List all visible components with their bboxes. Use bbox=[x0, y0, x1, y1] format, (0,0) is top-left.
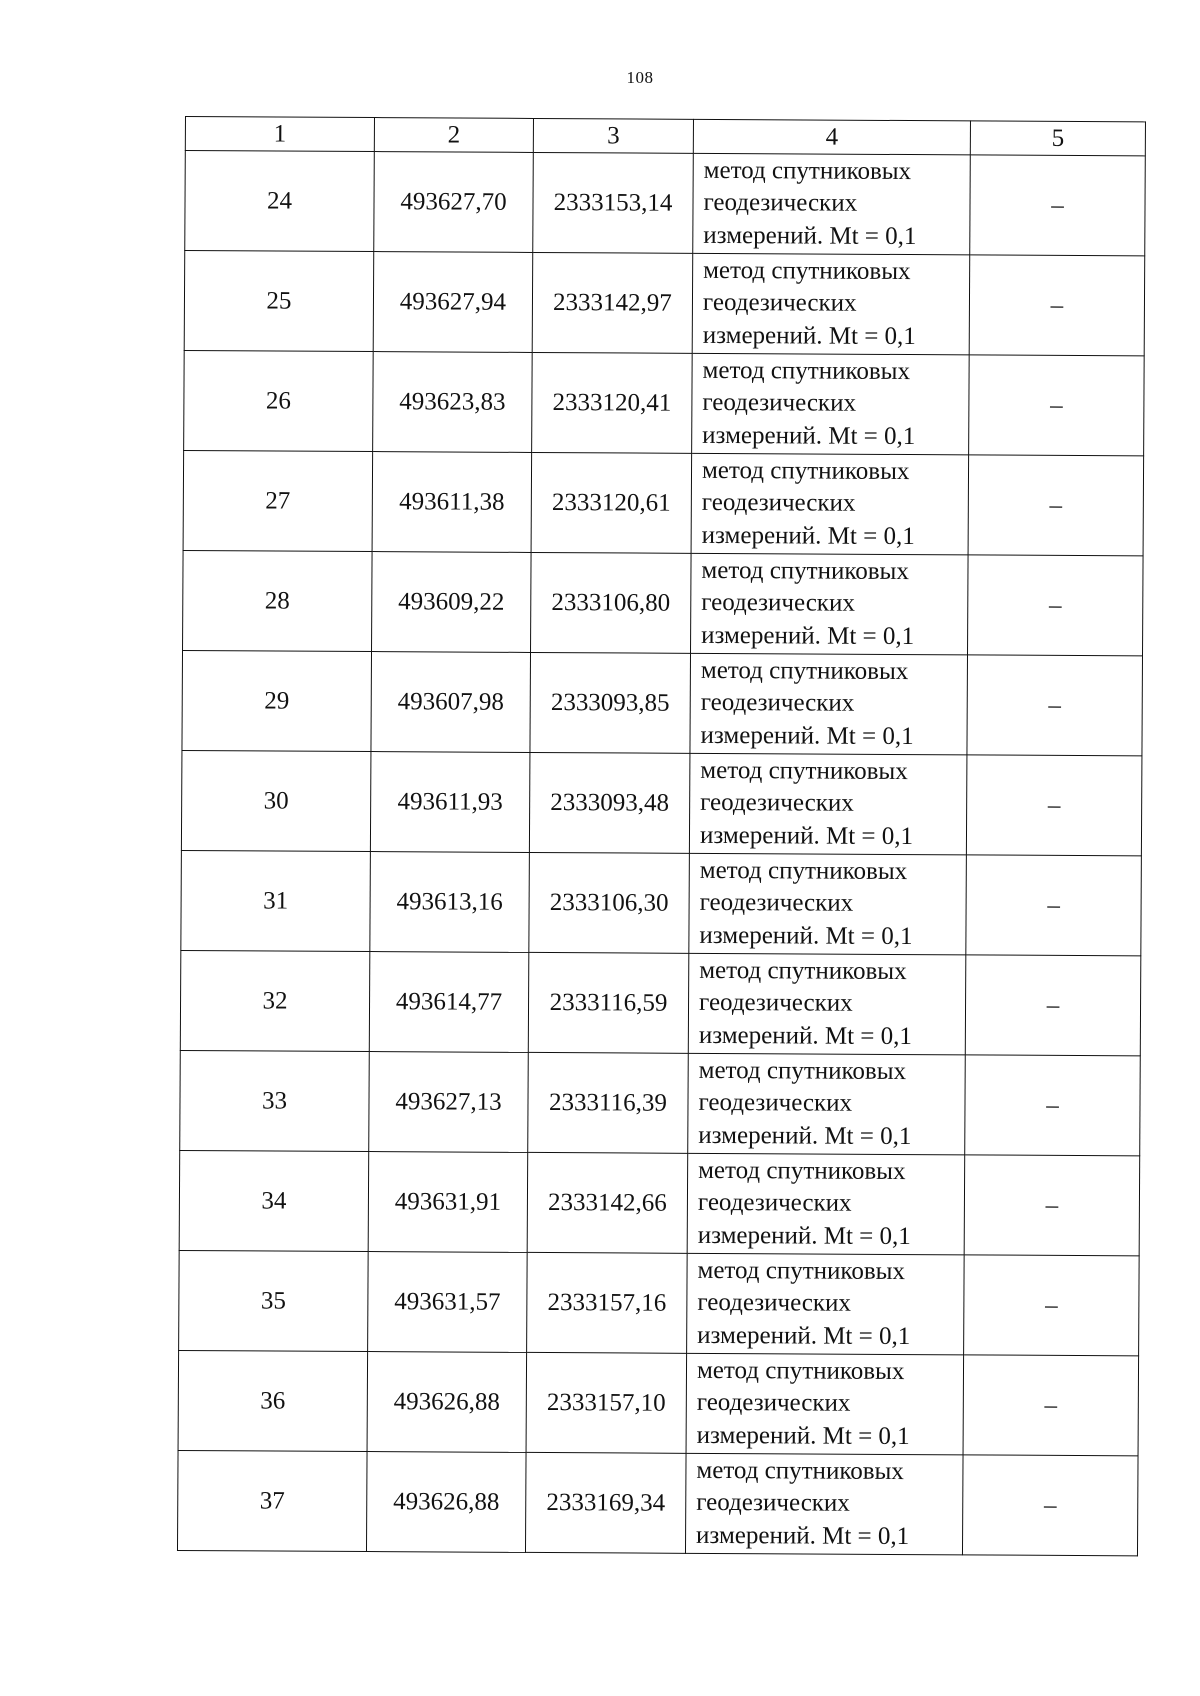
table-header-row bbox=[185, 117, 1145, 156]
y-coordinate-cell: 2333142,66 bbox=[527, 1152, 688, 1253]
note-cell: – bbox=[970, 155, 1146, 256]
note-cell: – bbox=[964, 1255, 1140, 1356]
point-number-cell: 32 bbox=[180, 950, 370, 1051]
y-coordinate-cell: 2333116,39 bbox=[528, 1052, 689, 1153]
point-number-cell: 36 bbox=[178, 1350, 368, 1451]
note-cell: – bbox=[964, 1155, 1140, 1256]
method-cell bbox=[688, 953, 966, 1055]
x-coordinate-cell: 493623,83 bbox=[373, 352, 533, 453]
method-cell bbox=[688, 1053, 966, 1155]
note-cell: – bbox=[968, 455, 1144, 556]
table-row bbox=[178, 1350, 1139, 1455]
method-line: измерений. Mt = 0,1 bbox=[702, 321, 916, 350]
method-line: геодезических bbox=[696, 1489, 850, 1517]
method-line: измерений. Mt = 0,1 bbox=[702, 421, 916, 450]
x-coordinate-cell: 493613,16 bbox=[370, 852, 530, 953]
method-line: геодезических bbox=[698, 989, 853, 1017]
page-number: 108 bbox=[626, 68, 654, 87]
method-cell bbox=[692, 353, 970, 455]
table-row bbox=[180, 1050, 1141, 1155]
point-number-cell: 24 bbox=[185, 151, 375, 252]
method-line: метод спутниковых bbox=[703, 156, 912, 185]
table-body bbox=[177, 151, 1145, 1556]
method-cell bbox=[691, 553, 969, 655]
y-coordinate-cell: 2333093,48 bbox=[529, 752, 690, 853]
method-line: геодезических bbox=[697, 1189, 852, 1217]
table-row bbox=[181, 750, 1142, 855]
y-coordinate-cell: 2333169,34 bbox=[525, 1452, 686, 1553]
y-coordinate-cell: 2333142,97 bbox=[532, 252, 693, 353]
point-number-cell: 29 bbox=[182, 650, 372, 751]
method-cell bbox=[685, 1453, 963, 1555]
method-line: метод спутниковых bbox=[699, 956, 907, 985]
method-line: метод спутниковых bbox=[701, 456, 910, 485]
method-cell bbox=[689, 853, 967, 955]
point-number-cell: 33 bbox=[180, 1050, 370, 1151]
method-line: измерений. Mt = 0,1 bbox=[696, 1521, 910, 1550]
method-line: геодезических bbox=[700, 789, 854, 817]
header-col-2: 2 bbox=[374, 118, 533, 153]
method-line: измерений. Mt = 0,1 bbox=[699, 821, 914, 850]
table-row bbox=[181, 850, 1142, 955]
table-row bbox=[179, 1150, 1140, 1255]
note-cell: – bbox=[962, 1455, 1138, 1556]
method-line: метод спутниковых bbox=[698, 1156, 906, 1185]
header-col-3: 3 bbox=[533, 118, 693, 153]
method-line: геодезических bbox=[702, 389, 857, 418]
x-coordinate-cell: 493631,57 bbox=[368, 1252, 528, 1353]
header-col-1: 1 bbox=[185, 117, 374, 152]
method-line: метод спутниковых bbox=[697, 1256, 906, 1285]
note-cell: – bbox=[967, 655, 1143, 756]
x-coordinate-cell: 493609,22 bbox=[372, 552, 532, 653]
x-coordinate-cell: 493611,93 bbox=[370, 752, 530, 853]
note-cell: – bbox=[969, 255, 1145, 356]
y-coordinate-cell: 2333120,61 bbox=[531, 452, 692, 553]
y-coordinate-cell: 2333116,59 bbox=[528, 952, 689, 1053]
x-coordinate-cell: 493611,38 bbox=[372, 452, 532, 553]
point-number-cell: 28 bbox=[183, 550, 373, 651]
method-line: метод спутниковых bbox=[699, 856, 908, 885]
table-row bbox=[183, 450, 1144, 555]
x-coordinate-cell: 493614,77 bbox=[369, 952, 529, 1053]
method-cell bbox=[687, 1153, 965, 1255]
method-line: геодезических bbox=[698, 1089, 853, 1117]
method-cell bbox=[690, 653, 968, 755]
table-row bbox=[184, 350, 1145, 455]
point-number-cell: 37 bbox=[177, 1450, 367, 1551]
point-number-cell: 34 bbox=[179, 1150, 369, 1251]
y-coordinate-cell: 2333157,16 bbox=[527, 1252, 688, 1353]
method-line: измерений. Mt = 0,1 bbox=[701, 621, 915, 650]
method-line: измерений. Mt = 0,1 bbox=[698, 1121, 912, 1150]
method-line: метод спутниковых bbox=[700, 756, 908, 785]
table-row bbox=[177, 1450, 1138, 1555]
table-row bbox=[182, 650, 1143, 755]
method-cell bbox=[692, 253, 970, 355]
table-row bbox=[184, 251, 1145, 356]
method-line: геодезических bbox=[701, 589, 855, 617]
x-coordinate-cell: 493626,88 bbox=[367, 1352, 527, 1453]
method-line: метод спутниковых bbox=[702, 356, 911, 385]
method-line: измерений. Mt = 0,1 bbox=[703, 221, 917, 250]
note-cell: – bbox=[966, 855, 1142, 956]
header-col-4: 4 bbox=[693, 119, 970, 155]
coordinates-table bbox=[177, 116, 1146, 1556]
method-line: метод спутниковых bbox=[701, 556, 909, 585]
x-coordinate-cell: 493631,91 bbox=[368, 1152, 528, 1253]
x-coordinate-cell: 493626,88 bbox=[366, 1452, 526, 1553]
method-cell bbox=[693, 153, 971, 255]
method-line: измерений. Mt = 0,1 bbox=[696, 1421, 910, 1450]
note-cell: – bbox=[968, 555, 1144, 656]
y-coordinate-cell: 2333106,80 bbox=[531, 552, 692, 653]
method-line: геодезических bbox=[700, 689, 855, 717]
method-line: измерений. Mt = 0,1 bbox=[697, 1321, 911, 1350]
point-number-cell: 27 bbox=[183, 450, 373, 551]
note-cell: – bbox=[963, 1355, 1139, 1456]
method-line: геодезических bbox=[703, 189, 858, 218]
point-number-cell: 25 bbox=[184, 251, 374, 352]
note-cell: – bbox=[965, 1055, 1141, 1156]
method-line: геодезических bbox=[701, 489, 856, 518]
method-line: геодезических bbox=[702, 289, 857, 318]
y-coordinate-cell: 2333157,10 bbox=[526, 1352, 687, 1453]
table-row bbox=[180, 950, 1141, 1055]
method-line: геодезических bbox=[699, 889, 854, 917]
x-coordinate-cell: 493627,13 bbox=[369, 1052, 529, 1153]
note-cell: – bbox=[965, 955, 1141, 1056]
point-number-cell: 30 bbox=[181, 750, 371, 851]
y-coordinate-cell: 2333153,14 bbox=[533, 152, 694, 253]
method-line: метод спутниковых bbox=[696, 1356, 905, 1385]
method-cell bbox=[691, 453, 969, 555]
note-cell: – bbox=[966, 755, 1142, 856]
method-line: метод спутниковых bbox=[703, 256, 911, 285]
x-coordinate-cell: 493627,94 bbox=[373, 252, 533, 353]
method-line: геодезических bbox=[697, 1289, 852, 1317]
method-cell bbox=[687, 1253, 965, 1355]
method-line: измерений. Mt = 0,1 bbox=[698, 1021, 913, 1050]
method-line: измерений. Mt = 0,1 bbox=[697, 1221, 911, 1250]
method-line: геодезических bbox=[696, 1389, 851, 1417]
method-line: измерений. Mt = 0,1 bbox=[700, 721, 914, 750]
note-cell: – bbox=[969, 355, 1145, 456]
x-coordinate-cell: 493627,70 bbox=[374, 152, 534, 253]
method-line: метод спутниковых bbox=[696, 1456, 904, 1485]
y-coordinate-cell: 2333120,41 bbox=[532, 352, 693, 453]
method-line: измерений. Mt = 0,1 bbox=[699, 921, 913, 950]
point-number-cell: 35 bbox=[179, 1250, 369, 1351]
table-row bbox=[179, 1250, 1140, 1355]
table-row bbox=[185, 151, 1146, 256]
y-coordinate-cell: 2333106,30 bbox=[529, 852, 690, 953]
point-number-cell: 31 bbox=[181, 850, 371, 951]
point-number-cell: 26 bbox=[184, 350, 374, 451]
method-cell bbox=[686, 1353, 964, 1455]
method-line: метод спутниковых bbox=[700, 656, 909, 685]
header-col-5: 5 bbox=[970, 121, 1145, 156]
method-line: метод спутниковых bbox=[698, 1056, 907, 1085]
method-line: измерений. Mt = 0,1 bbox=[701, 521, 915, 550]
y-coordinate-cell: 2333093,85 bbox=[530, 652, 691, 753]
method-cell bbox=[689, 753, 967, 855]
x-coordinate-cell: 493607,98 bbox=[371, 652, 531, 753]
table-row bbox=[183, 550, 1144, 655]
